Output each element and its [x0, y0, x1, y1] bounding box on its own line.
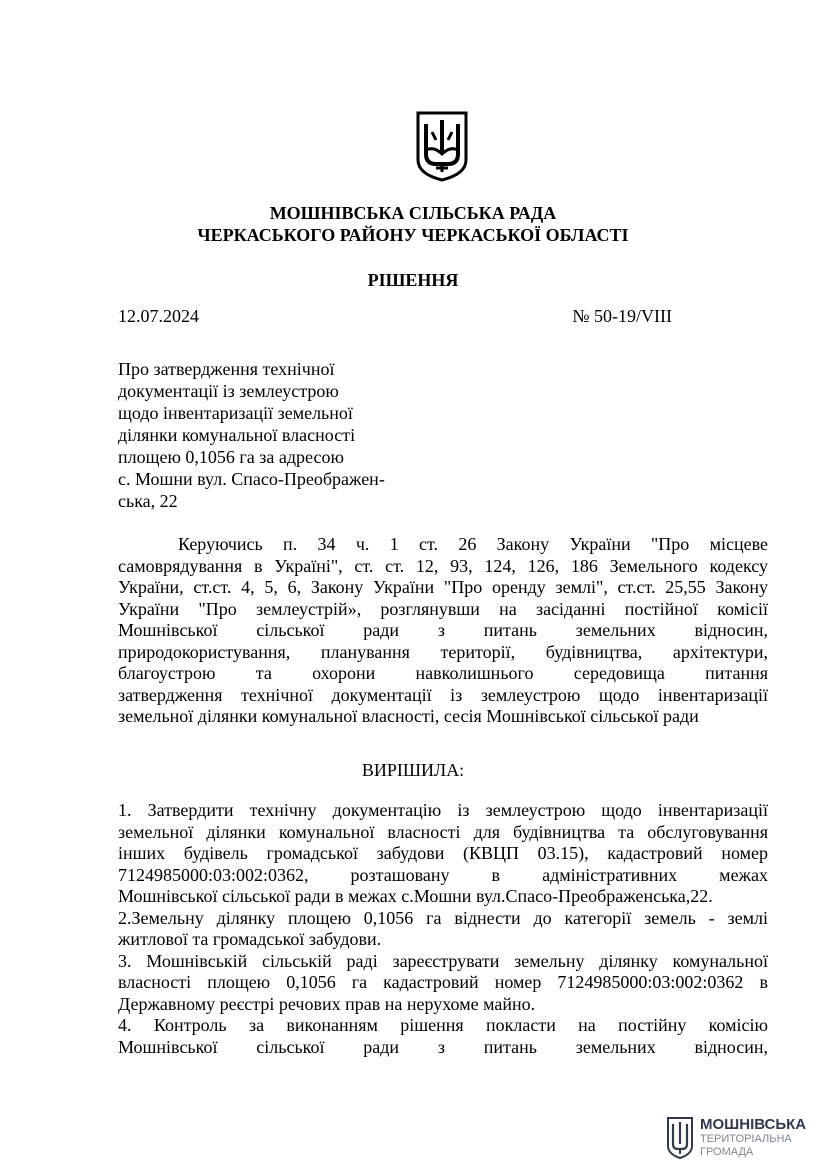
- decision-line: 1. Затвердити технічну документацію із землеустрою щодо інвентаризації: [118, 800, 768, 820]
- decision-line: 3. Мошнівській сільській раді зареєструвати земельну ділянку комунальної: [118, 950, 768, 971]
- logo-subtitle: ТЕРИТОРІАЛЬНА: [700, 1133, 792, 1145]
- preamble-line: земельної ділянки комунальної власності, сесія Мошнівської сільської ради: [118, 706, 699, 726]
- coat-of-arms-trident-icon: [414, 110, 470, 182]
- decision-line: Мошнівської сільської ради з питань земельних відносин,: [118, 1036, 768, 1057]
- document-date: 12.07.2024: [118, 306, 199, 326]
- preamble-line: Мошнівської сільської ради з питань земельних відносин,: [118, 620, 768, 640]
- subject-line: щодо інвентаризації земельної: [118, 403, 353, 423]
- preamble-line: затвердження технічної документації із землеустрою щодо інвентаризації: [118, 684, 768, 705]
- subject-line: площею 0,1056 га за адресою: [118, 447, 344, 467]
- decision-points: [118, 800, 768, 1058]
- subject-line: документації із землеустрою: [118, 381, 339, 401]
- council-region: ЧЕРКАСЬКОГО РАЙОНУ ЧЕРКАСЬКОЇ ОБЛАСТІ: [197, 225, 629, 245]
- subject-line: ділянки комунальної власності: [118, 425, 356, 445]
- subject-line: с. Мошни вул. Спасо-Преображен-: [118, 469, 385, 489]
- subject-line: ська, 22: [118, 491, 178, 511]
- subject-line: Про затвердження технічної: [118, 359, 335, 379]
- decision-line: 4. Контроль за виконанням рішення покласти на постійну комісію: [118, 1015, 768, 1035]
- council-name: МОШНІВСЬКА СІЛЬСЬКА РАДА: [269, 203, 557, 223]
- decision-line: 7124985000:03:002:0362, розташовану в адміністративних межах: [118, 864, 768, 885]
- preamble-line: України, ст.ст. 4, 5, 6, Закону України "Про оренду землі", ст.ст. 25,55 Закону: [118, 577, 768, 597]
- preamble-line: України "Про землеустрій», розглянувши на засіданні постійної комісії: [118, 598, 768, 619]
- decision-line: Державному реєстрі речових прав на нерухоме майно.: [118, 993, 536, 1014]
- decision-line: власності площею 0,1056 га кадастровий номер 7124985000:03:002:0362 в: [118, 972, 768, 992]
- decision-line: 2.Земельну ділянку площею 0,1056 га віднести до категорії земель - землі: [118, 907, 768, 928]
- subject-block: [118, 358, 418, 512]
- preamble-line: Керуючись п. 34 ч. 1 ст. 26 Закону України "Про місцеве: [178, 534, 768, 554]
- community-logo: [666, 1116, 806, 1162]
- preamble-line: благоустрою та охорони навколишнього середовища питання: [118, 663, 768, 683]
- preamble-line: самоврядування в Україні", ст. ст. 12, 93, 124, 126, 186 Земельного кодексу: [118, 555, 768, 576]
- decision-line: Мошнівської сільської ради в межах с.Мошни вул.Спасо-Преображенська,22.: [118, 886, 713, 906]
- decided-heading: ВИРІШИЛА:: [361, 760, 465, 780]
- decision-line: житлової та громадської забудови.: [118, 929, 382, 949]
- decision-line: земельної ділянки комунальної власності для будівництва та обслуговування: [118, 821, 768, 842]
- preamble-line: природокористування, планування території, будівництва, архітектури,: [118, 641, 768, 662]
- document-type: РІШЕННЯ: [367, 270, 459, 290]
- trident-logo-icon: [666, 1116, 694, 1160]
- decision-line: інших будівель громадської забудови (КВЦП 03.15), кадастровий номер: [118, 843, 768, 863]
- logo-subtitle: ГРОМАДА: [700, 1146, 754, 1158]
- preamble-paragraph: [118, 534, 768, 728]
- document-number: № 50-19/VIII: [572, 306, 672, 326]
- logo-title: МОШНІВСЬКА: [700, 1116, 807, 1133]
